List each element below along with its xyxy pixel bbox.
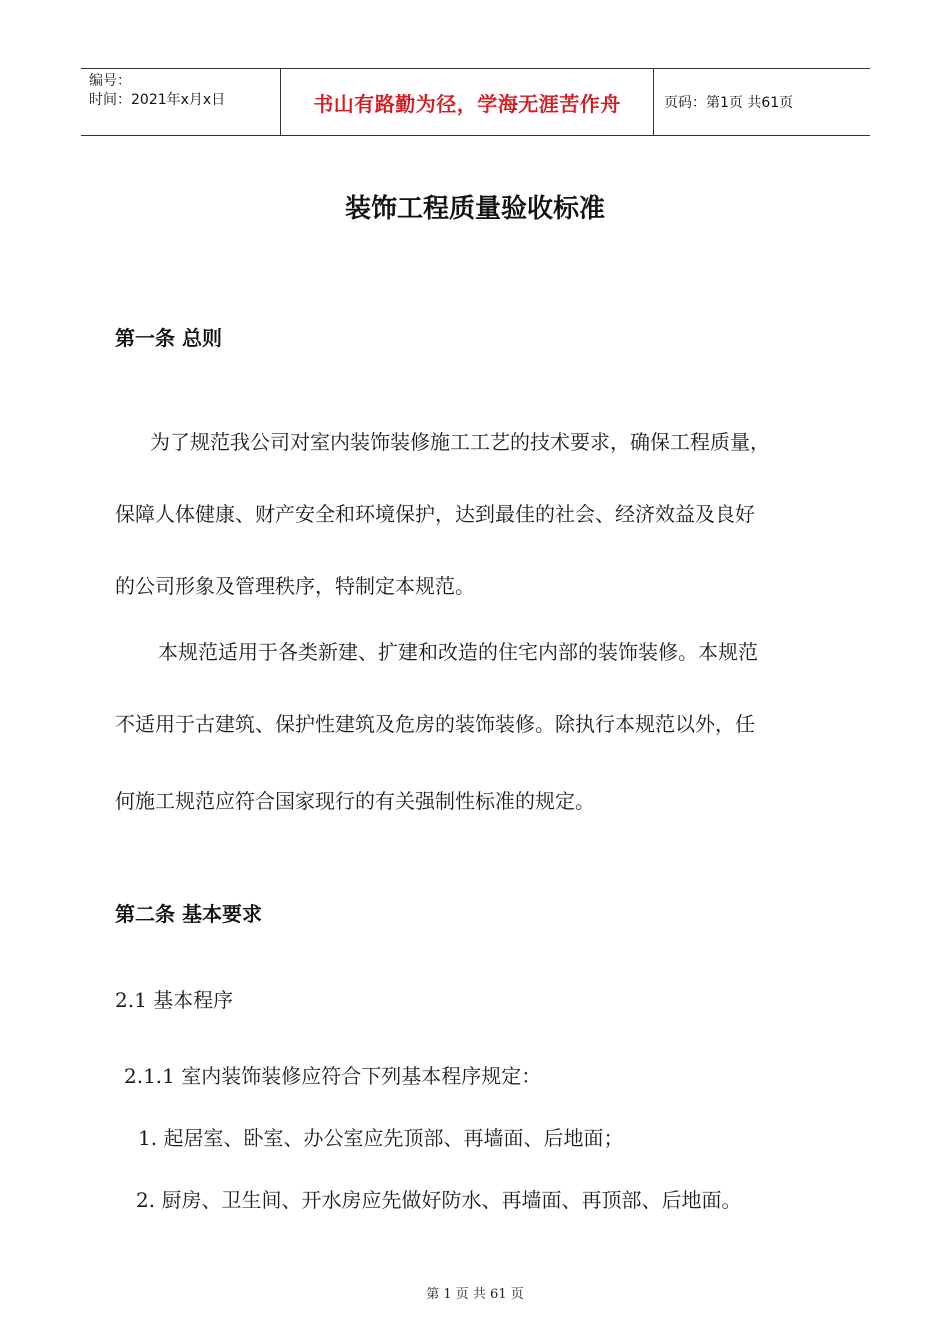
document-header [81,68,870,136]
header-meta [81,69,281,135]
paragraph-line: 何施工规范应符合国家现行的有关强制性标准的规定。 [115,789,595,813]
clause-text: 2.1.1 室内装饰装修应符合下列基本程序规定： [124,1064,542,1088]
list-item: 1. 起居室、卧室、办公室应先顶部、再墙面、后地面； [138,1126,624,1150]
paragraph-line: 本规范适用于各类新建、扩建和改造的住宅内部的装饰装修。本规范 [158,640,758,664]
paragraph-line: 的公司形象及管理秩序，特制定本规范。 [115,574,475,598]
header-date: 时间：2021年x月x日 [89,92,226,108]
header-motto: 书山有路勤为径，学海无涯苦作舟 [281,69,654,135]
list-item: 2. 厨房、卫生间、开水房应先做好防水、再墙面、再顶部、后地面。 [136,1188,742,1212]
sub-heading: 2.1 基本程序 [115,988,234,1012]
paragraph-line: 为了规范我公司对室内装饰装修施工工艺的技术要求，确保工程质量， [150,430,770,454]
section-heading-basic-requirements: 第二条 基本要求 [115,902,262,926]
section-heading-general: 第一条 总则 [115,326,222,350]
paragraph-line: 保障人体健康、财产安全和环境保护，达到最佳的社会、经济效益及良好 [115,502,755,526]
document-title: 装饰工程质量验收标准 [344,194,605,224]
header-page-number: 页码：第1页 共61页 [664,95,794,111]
paragraph-line: 不适用于古建筑、保护性建筑及危房的装饰装修。除执行本规范以外，任 [115,712,755,736]
header-number: 编号： [89,73,131,89]
page-footer: 第 1 页 共 61 页 [426,1287,524,1302]
